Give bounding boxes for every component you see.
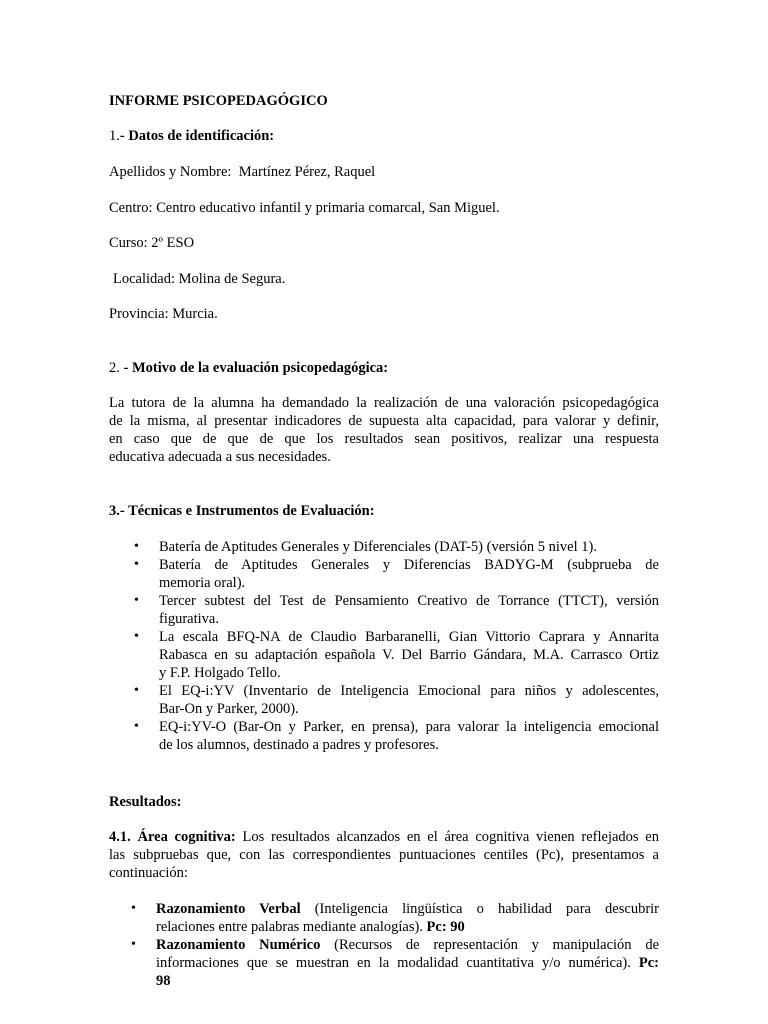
field-provincia: Provincia: Murcia.	[109, 306, 218, 322]
field-localidad: Localidad: Molina de Segura.	[113, 271, 286, 287]
list-item: • Batería de Aptitudes Generales y Diferenciales (DAT-5) (versión 5 nivel 1).	[134, 539, 597, 555]
list-item: • El EQ-i:YV (Inventario de Inteligencia Emocional para niños y adolescentes, Bar-On y Parker, 2000).	[134, 683, 659, 717]
section-3-heading: 3.- Técnicas e Instrumentos de Evaluación:	[109, 503, 375, 519]
section-2-body: La tutora de la alumna ha demandado la realización de una valoración psicopedagógica de la misma, al presentar indicadores de supuesta alta capacidad, para valorar y definir, en caso que de que de que los resultados sean positivos, realizar una respuesta educativa adecuada a sus necesidades.	[109, 395, 659, 465]
results-heading: Resultados:	[109, 794, 182, 810]
bullet-icon: •	[131, 901, 136, 916]
list-item: • Razonamiento Verbal (Inteligencia lingüística o habilidad para descubrir relaciones entre palabras mediante analogías). Pc: 90	[131, 901, 660, 935]
bullet-icon: •	[134, 683, 139, 698]
list-item: • Tercer subtest del Test de Pensamiento Creativo de Torrance (TTCT), versión figurativa.	[134, 593, 659, 627]
list-item: • La escala BFQ-NA de Claudio Barbaranelli, Gian Vittorio Caprara y Annarita Rabasca en su adaptación española V. Del Barrio Gándara, M.A. Carrasco Ortiz y F.P. Holgado Tello.	[134, 629, 659, 681]
list-item: • EQ-i:YV-O (Bar-On y Parker, en prensa), para valorar la inteligencia emocional de los alumnos, destinado a padres y profesores.	[134, 719, 659, 753]
section-2-heading: 2. - Motivo de la evaluación psicopedagógica:	[109, 360, 389, 376]
instruments-list	[109, 538, 659, 754]
section-1-heading: 1.- Datos de identificación:	[109, 128, 275, 144]
bullet-icon: •	[134, 593, 139, 608]
report-title: INFORME PSICOPEDAGÓGICO	[109, 93, 328, 109]
field-curso: Curso: 2º ESO	[109, 235, 195, 251]
field-centro: Centro: Centro educativo infantil y primaria comarcal, San Miguel.	[109, 200, 500, 216]
results-list	[109, 900, 659, 990]
bullet-icon: •	[134, 719, 139, 734]
bullet-icon: •	[134, 629, 139, 644]
list-item: • Razonamiento Numérico (Recursos de representación y manipulación de informaciones que se muestran en la modalidad cuantitativa y/o numérica). Pc: 98	[131, 937, 660, 989]
field-name: Apellidos y Nombre: Martínez Pérez, Raquel	[109, 164, 376, 180]
bullet-icon: •	[134, 539, 139, 554]
list-item: • Batería de Aptitudes Generales y Diferencias BADYG-M (subprueba de memoria oral).	[134, 557, 659, 591]
cognitive-area-paragraph: 4.1. Área cognitiva: Los resultados alcanzados en el área cognitiva vienen reflejados en las subpruebas que, con las correspondientes puntuaciones centiles (Pc), presentamos a continuación:	[109, 829, 659, 881]
bullet-icon: •	[134, 557, 139, 572]
bullet-icon: •	[131, 937, 136, 952]
